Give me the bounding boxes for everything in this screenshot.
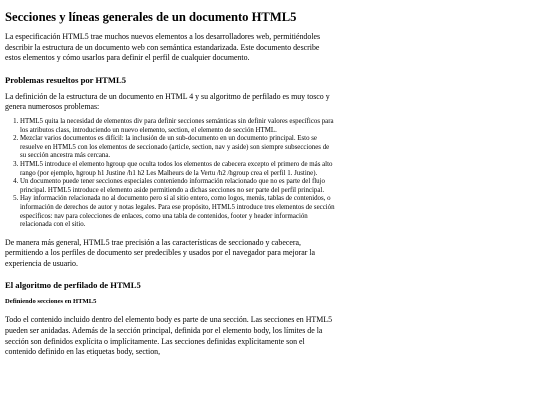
list-item: 3. HTML5 introduce el elemento hgroup que oculta todos los elementos de cabecera excepto el primero de más alto rango (por ejemplo, hgroup h1 Justine /h1 h2 Les Malheurs de la Vertu /h2 /hgroup crea el perfil 1. Justine).: [20, 161, 337, 178]
problems-intro-paragraph: La definición de la estructura de un documento en HTML 4 y su algoritmo de perfilado es muy tosco y genera numerosos problemas:: [5, 91, 330, 112]
section-heading-problems: Problemas resueltos por HTML5: [5, 74, 127, 85]
intro-paragraph: La especificación HTML5 trae muchos nuevos elementos a los desarrolladores web, permitiéndoles describir la estructura de un documento web con semántica estandarizada. Este documento describe estos elementos y cómo usarlos para definir el perfil de cualquier documento.: [5, 32, 321, 63]
section-heading-algorithm: El algoritmo de perfilado de HTML5: [5, 280, 141, 291]
problems-list: [5, 118, 337, 230]
list-item: 5. Hay información relacionada no al documento pero sí al sitio entero, como logos, menús, tablas de contenidos, o información de derechos de autor y notas legales. Para ese propósito, HTML5 introduce tres elementos de sección específicos: nav para colecciones de enlaces, como una tabla de contenidos, footer y header información relacionada con el sitio.: [20, 195, 337, 229]
document-page: [0, 10, 337, 358]
page-title: Secciones y líneas generales de un documento HTML5: [5, 10, 297, 24]
list-item: 4. Un documento puede tener secciones especiales conteniendo información relacionado que no es parte del flujo principal. HTML5 introduce el elemento aside permitiendo a dichas secciones no ser parte del perfil principal.: [20, 178, 337, 195]
list-item: 1. HTML5 quita la necesidad de elementos div para definir secciones semánticas sin definir valores específicos para los atributos class, introduciendo un nuevo elemento, section, el elemento de sección HTML.: [20, 118, 337, 135]
summary-paragraph: De manera más general, HTML5 trae precisión a las características de seccionado y cabecera, permitiendo a los perfiles de documento ser predecibles y usados por el navegador para mejorar la experiencia de usuario.: [5, 237, 316, 268]
list-item: 2. Mezclar varios documentos es difícil: la inclusión de un sub-documento en un documento principal. Esto se resuelve en HTML5 con los elementos de seccionado (article, section, nav y aside) son siempre subsecciones de su sección ancestra más cercana.: [20, 135, 337, 161]
subsection-heading-defining: Definiendo secciones en HTML5: [5, 298, 97, 306]
defining-paragraph: Todo el contenido incluido dentro del elemento body es parte de una sección. Las secciones en HTML5 pueden ser anidadas. Además de la sección principal, definida por el elemento body, los límites de la sección son definidos explícita o implícitamente. Las secciones definidas explícitamente son el contenido definido en las etiquetas body, section,: [5, 315, 333, 357]
